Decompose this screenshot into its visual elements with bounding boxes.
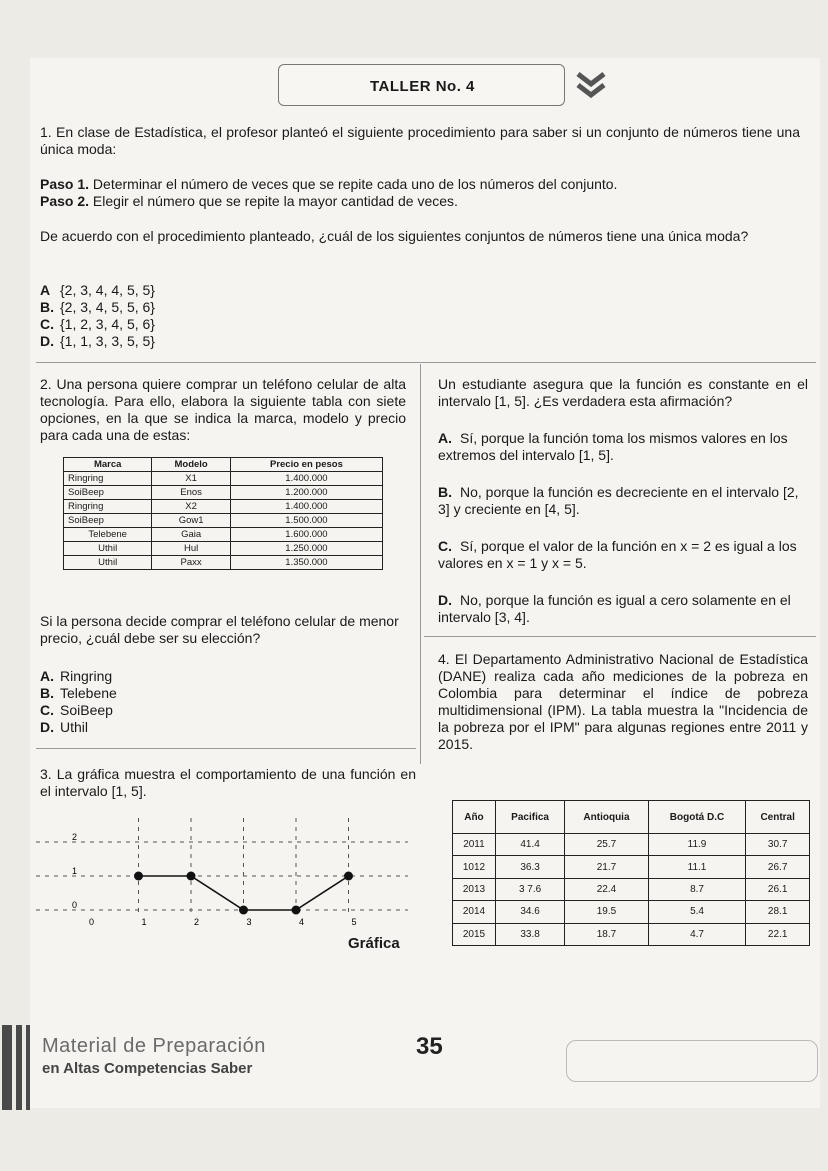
table-cell: 3 7.6 xyxy=(495,878,564,900)
table-header: Modelo xyxy=(152,458,231,472)
q2-question: Si la persona decide comprar el teléfono celular de menor precio, ¿cuál debe ser su elección? xyxy=(40,613,399,646)
q1-option-b-text: {2, 3, 4, 5, 5, 6} xyxy=(60,299,155,315)
table-cell: 36.3 xyxy=(495,856,564,878)
q1-step-2-label: Paso 2. xyxy=(40,193,90,209)
paper-sheet xyxy=(30,58,820,1108)
q3-option-d-letter: D. xyxy=(438,592,452,608)
table-cell: 2015 xyxy=(453,923,496,945)
q3-option-d-text: No, porque la función es igual a cero solamente en el intervalo [3, 4]. xyxy=(438,592,791,625)
table-cell: 1.250.000 xyxy=(230,542,382,556)
data-point xyxy=(134,872,143,881)
table-cell: Ringring xyxy=(64,500,152,514)
table-row xyxy=(64,500,383,514)
q1-question: De acuerdo con el procedimiento planteado, ¿cuál de los siguientes conjuntos de números tiene una única moda? xyxy=(40,228,749,244)
q1-step-1-text: Determinar el número de veces que se repite cada uno de los números del conjunto. xyxy=(92,176,618,192)
q1-option-b[interactable] xyxy=(40,299,155,315)
q2-option-b-text: Telebene xyxy=(60,685,117,701)
x-tick-label: 4 xyxy=(299,917,305,927)
table-header: Pacifica xyxy=(495,801,564,834)
q2-option-d[interactable] xyxy=(40,719,88,735)
q3-option-a[interactable] xyxy=(438,430,808,464)
table-header: Marca xyxy=(64,458,152,472)
table-cell: Uthil xyxy=(64,556,152,570)
table-header-row xyxy=(453,801,810,834)
table-cell: 1.400.000 xyxy=(230,500,382,514)
table-cell: Telebene xyxy=(64,528,152,542)
q2-option-b[interactable] xyxy=(40,685,117,701)
data-point xyxy=(239,906,248,915)
table-cell: 5.4 xyxy=(648,901,746,923)
faint-footer-box xyxy=(566,1040,818,1082)
table-cell: 30.7 xyxy=(746,834,810,856)
q2-phone-table xyxy=(63,457,383,570)
table-cell: 11.9 xyxy=(648,834,746,856)
table-cell: 41.4 xyxy=(495,834,564,856)
column-divider xyxy=(420,364,421,764)
q1-option-c-letter: C. xyxy=(40,316,54,332)
table-cell: 2011 xyxy=(453,834,496,856)
x-tick-label: 2 xyxy=(194,917,200,927)
data-point xyxy=(344,872,353,881)
table-cell: 4.7 xyxy=(648,923,746,945)
table-cell: Gaia xyxy=(152,528,231,542)
table-cell: 11.1 xyxy=(648,856,746,878)
y-tick-label: 0 xyxy=(72,900,78,910)
q3-function-graph xyxy=(36,810,416,935)
q1-stem: 1. En clase de Estadística, el profesor planteó el siguiente procedimiento para saber si un conjunto de números tiene una única moda: xyxy=(40,124,800,157)
table-cell: 8.7 xyxy=(648,878,746,900)
x-tick-label: 5 xyxy=(351,917,357,927)
table-cell: 33.8 xyxy=(495,923,564,945)
table-header: Antioquia xyxy=(565,801,648,834)
q3-option-c-letter: C. xyxy=(438,538,452,554)
table-header: Precio en pesos xyxy=(230,458,382,472)
table-row xyxy=(64,514,383,528)
divider-q3 xyxy=(424,636,816,637)
table-row xyxy=(453,901,810,923)
double-chevron-down-icon xyxy=(574,70,608,100)
q1-option-c-text: {1, 2, 3, 4, 5, 6} xyxy=(60,316,155,332)
table-cell: 34.6 xyxy=(495,901,564,923)
y-tick-label: 1 xyxy=(72,866,78,876)
q1-option-a[interactable] xyxy=(40,282,155,298)
q2-option-c[interactable] xyxy=(40,702,113,718)
q2-option-c-text: SoiBeep xyxy=(60,702,113,718)
table-cell: Uthil xyxy=(64,542,152,556)
table-cell: 1012 xyxy=(453,856,496,878)
table-row xyxy=(64,472,383,486)
q3-option-d[interactable] xyxy=(438,592,808,626)
table-cell: Ringring xyxy=(64,472,152,486)
q1-option-a-letter: A xyxy=(40,282,51,298)
q2-option-d-letter: D. xyxy=(40,719,54,735)
table-row xyxy=(64,486,383,500)
table-cell: X2 xyxy=(152,500,231,514)
table-cell: 1.400.000 xyxy=(230,472,382,486)
q1-option-d-letter: D. xyxy=(40,333,54,349)
table-cell: 1.350.000 xyxy=(230,556,382,570)
divider-q1 xyxy=(36,362,816,363)
graph-caption: Gráfica xyxy=(348,935,400,952)
table-cell: 18.7 xyxy=(565,923,648,945)
q3-option-c[interactable] xyxy=(438,538,808,572)
q2-option-b-letter: B. xyxy=(40,685,54,701)
table-header-row xyxy=(64,458,383,472)
table-row xyxy=(64,556,383,570)
data-point xyxy=(292,906,301,915)
table-cell: 2013 xyxy=(453,878,496,900)
table-header: Central xyxy=(746,801,810,834)
table-cell: 22.4 xyxy=(565,878,648,900)
q3-cont-stem: Un estudiante asegura que la función es constante en el intervalo [1, 5]. ¿Es verdadera esta afirmación? xyxy=(438,376,808,409)
q1-step-2-text: Elegir el número que se repite la mayor cantidad de veces. xyxy=(92,193,458,209)
q1-option-a-text: {2, 3, 4, 4, 5, 5} xyxy=(60,282,155,298)
q1-step-1-label: Paso 1. xyxy=(40,176,90,192)
q1-step-2 xyxy=(40,193,800,210)
table-row xyxy=(453,856,810,878)
table-cell: 1.600.000 xyxy=(230,528,382,542)
footer-stripes xyxy=(0,1025,36,1110)
footer-brand-line2: en Altas Competencias Saber xyxy=(42,1060,253,1077)
q3-option-a-letter: A. xyxy=(438,430,452,446)
table-cell: 19.5 xyxy=(565,901,648,923)
q1-step-1 xyxy=(40,176,800,193)
q2-stem: 2. Una persona quiere comprar un teléfono celular de alta tecnología. Para ello, elabora la siguiente tabla con siete opciones, en la que se indica la marca, modelo y precio para cada una de estas: xyxy=(40,376,406,443)
q3-stem: 3. La gráfica muestra el comportamiento de una función en el intervalo [1, 5]. xyxy=(40,766,416,799)
table-cell: Hul xyxy=(152,542,231,556)
table-cell: 26.7 xyxy=(746,856,810,878)
table-cell: 22.1 xyxy=(746,923,810,945)
table-cell: Gow1 xyxy=(152,514,231,528)
table-cell: Enos xyxy=(152,486,231,500)
table-cell: 28.1 xyxy=(746,901,810,923)
table-cell: 26.1 xyxy=(746,878,810,900)
table-cell: SoiBeep xyxy=(64,514,152,528)
table-row xyxy=(453,878,810,900)
table-cell: 1.200.000 xyxy=(230,486,382,500)
q3-option-b-letter: B. xyxy=(438,484,452,500)
footer-brand-line1: Material de Preparación xyxy=(42,1035,266,1057)
q3-option-c-text: Sí, porque el valor de la función en x = 2 es igual a los valores en x = 1 y x = 5. xyxy=(438,538,797,571)
q2-option-a-letter: A. xyxy=(40,668,54,684)
table-cell: 2014 xyxy=(453,901,496,923)
table-cell: 1.500.000 xyxy=(230,514,382,528)
table-row xyxy=(453,923,810,945)
q1-option-d-text: {1, 1, 3, 3, 5, 5} xyxy=(60,333,155,349)
q1-option-c[interactable] xyxy=(40,316,155,332)
table-cell: 21.7 xyxy=(565,856,648,878)
q2-option-c-letter: C. xyxy=(40,702,54,718)
table-header: Bogotá D.C xyxy=(648,801,746,834)
q1-option-b-letter: B. xyxy=(40,299,54,315)
table-row xyxy=(64,542,383,556)
q2-option-a[interactable] xyxy=(40,668,112,684)
divider-q2 xyxy=(36,748,416,749)
x-tick-label: 3 xyxy=(246,917,252,927)
x-tick-label: 1 xyxy=(141,917,147,927)
q2-option-a-text: Ringring xyxy=(60,668,113,684)
q3-option-a-text: Sí, porque la función toma los mismos valores en los extremos del intervalo [1, 5]. xyxy=(438,430,788,463)
table-row xyxy=(64,528,383,542)
q2-option-d-text: Uthil xyxy=(60,719,89,735)
table-cell: Paxx xyxy=(152,556,231,570)
q3-option-b-text: No, porque la función es decreciente en el intervalo [2, 3] y creciente en [4, 5]. xyxy=(438,484,799,517)
q4-stem: 4. El Departamento Administrativo Nacional de Estadística (DANE) realiza cada año mediciones de la pobreza en Colombia para determinar el índice de pobreza multidimensional (IPM). La tabla muestra la "Incidencia de la pobreza por el IPM" para algunas regiones entre 2011 y 2015. xyxy=(438,651,808,752)
table-cell: 25.7 xyxy=(565,834,648,856)
data-point xyxy=(187,872,196,881)
table-cell: SoiBeep xyxy=(64,486,152,500)
y-tick-label: 2 xyxy=(72,832,78,842)
table-header: Año xyxy=(453,801,496,834)
q1-option-d[interactable] xyxy=(40,333,155,349)
q3-option-b[interactable] xyxy=(438,484,808,518)
page-title: TALLER No. 4 xyxy=(370,78,475,95)
q4-ipm-table xyxy=(452,800,810,946)
table-row xyxy=(453,834,810,856)
page-number: 35 xyxy=(416,1033,443,1060)
x-tick-label: 0 xyxy=(89,917,95,927)
table-cell: X1 xyxy=(152,472,231,486)
